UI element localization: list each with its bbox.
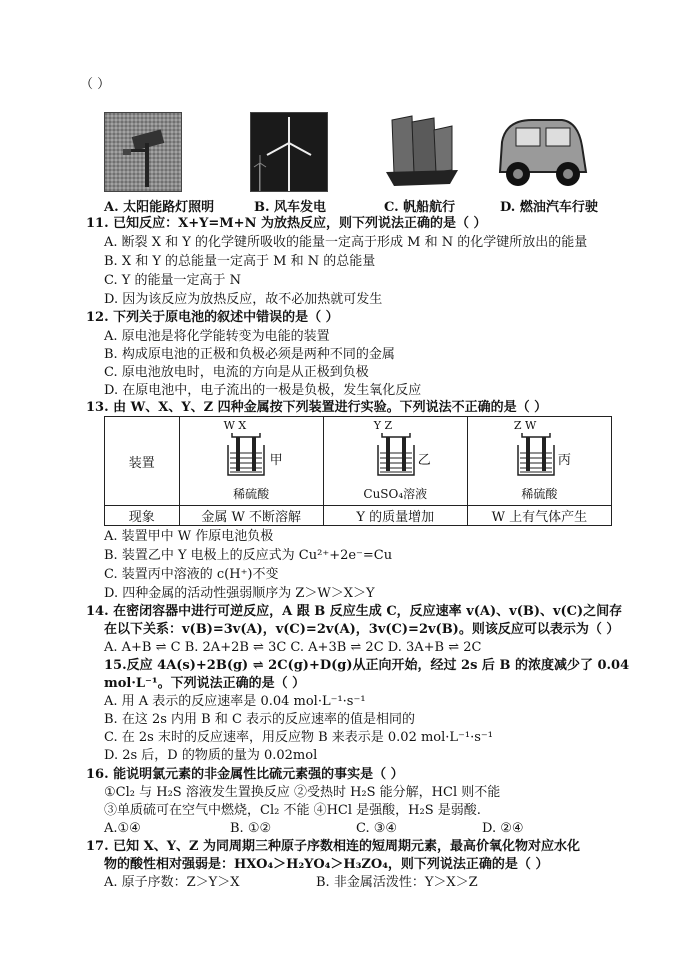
- q15-option-a: A. 用 A 表示的反应速率是 0.04 mol·L⁻¹·s⁻¹: [104, 694, 366, 709]
- q14-stem-line2: 在以下关系：v(B)=3v(A)，v(C)=2v(A)，3v(C)=2v(B)。则该反应可以表示为（ ）: [104, 622, 620, 637]
- phenomenon-bing: W 上有气体产生: [467, 506, 611, 526]
- device-yi-electrodes: Y Z: [373, 419, 393, 432]
- q15-stem-line2: mol·L⁻¹。下列说法正确的是（ ）: [104, 676, 306, 691]
- option-a-caption: A. 太阳能路灯照明: [104, 200, 215, 215]
- device-jia-electrodes: W X: [223, 419, 247, 432]
- car-image: [492, 112, 592, 190]
- q14-stem-line1: 14. 在密闭容器中进行可逆反应，A 跟 B 反应生成 C，反应速率 v(A)、v(B)、v(C)之间存: [86, 604, 623, 619]
- q15-option-b: B. 在这 2s 内用 B 和 C 表示的反应速率的值是相同的: [104, 712, 416, 727]
- beaker-jia-icon: [226, 431, 266, 477]
- device-jia: [179, 417, 323, 506]
- q13-stem: 13. 由 W、X、Y、Z 四种金属按下列装置进行实验。下列说法不正确的是（ ）: [86, 400, 548, 415]
- q15-option-d: D. 2s 后，D 的物质的量为 0.02mol: [104, 748, 318, 763]
- q16-stem: 16. 能说明氯元素的非金属性比硫元素强的事实是（ ）: [86, 767, 404, 782]
- phenomenon-header: 现象: [105, 506, 180, 526]
- q17-stem-line1: 17. 已知 X、Y、Z 为同周期三种原子序数相连的短周期元素，最高价氧化物对应水化: [86, 839, 581, 854]
- q11-option-c: C. Y 的能量一定高于 N: [104, 273, 241, 288]
- device-jia-solution: 稀硫酸: [233, 487, 270, 501]
- q13-option-c: C. 装置丙中溶液的 c(H⁺)不变: [104, 567, 279, 582]
- q16-items-line1: ①Cl₂ 与 H₂S 溶液发生置换反应 ②受热时 H₂S 能分解，HCl 则不能: [104, 785, 501, 800]
- device-bing-solution: 稀硫酸: [521, 487, 558, 501]
- q12-option-c: C. 原电池放电时，电流的方向是从正极到负极: [104, 365, 369, 380]
- option-b-caption: B. 风车发电: [254, 200, 327, 215]
- q14-options: A. A+B ⇌ C B. 2A+2B ⇌ 3C C. A+3B ⇌ 2C D. 3A+B ⇌ 2C: [104, 640, 482, 655]
- q17-stem-line2: 物的酸性相对强弱是：HXO₄＞H₂YO₄＞H₃ZO₄，则下列说法正确的是（ ）: [104, 857, 549, 872]
- solar-streetlight-image: [104, 112, 182, 192]
- device-bing-tag: 丙: [557, 453, 571, 468]
- windmill-image: [250, 112, 328, 192]
- q10-paren: （ ）: [80, 77, 111, 92]
- option-d-caption: D. 燃油汽车行驶: [500, 200, 598, 215]
- beaker-bing-icon: [516, 431, 556, 477]
- q16-option-d: D. ②④: [482, 821, 524, 836]
- device-jia-tag: 甲: [269, 453, 283, 468]
- q17-option-a: A. 原子序数：Z＞Y＞X: [104, 875, 240, 890]
- q15-option-c: C. 在 2s 末时的反应速率，用反应物 B 来表示是 0.02 mol·L⁻¹·s⁻¹: [104, 730, 494, 745]
- q12-stem: 12. 下列关于原电池的叙述中错误的是（ ）: [86, 310, 339, 325]
- q11-option-a: A. 断裂 X 和 Y 的化学键所吸收的能量一定高于形成 M 和 N 的化学键所放出的能量: [104, 235, 588, 250]
- q13-option-b: B. 装置乙中 Y 电极上的反应式为 Cu²⁺+2e⁻=Cu: [104, 548, 393, 563]
- q13-option-d: D. 四种金属的活动性强弱顺序为 Z＞W＞X＞Y: [104, 586, 375, 601]
- q13-option-a: A. 装置甲中 W 作原电池负极: [104, 529, 274, 544]
- experiment-table: [104, 416, 612, 526]
- option-c-caption: C. 帆船航行: [384, 200, 456, 215]
- q16-option-b: B. ①②: [230, 821, 272, 836]
- device-yi-tag: 乙: [417, 453, 431, 468]
- q12-option-d: D. 在原电池中，电子流出的一极是负极，发生氧化反应: [104, 383, 422, 398]
- device-yi-solution: CuSO₄溶液: [363, 487, 428, 501]
- sailboat-image: [382, 112, 462, 190]
- phenomenon-jia: 金属 W 不断溶解: [179, 506, 323, 526]
- device-header: 装置: [105, 417, 180, 506]
- q15-stem-line1: 15.反应 4A(s)+2B(g) ⇌ 2C(g)+D(g)从正向开始，经过 2s 后 B 的浓度减少了 0.04: [104, 658, 630, 673]
- phenomenon-yi: Y 的质量增加: [323, 506, 467, 526]
- q17-option-b: B. 非金属活泼性：Y＞X＞Z: [316, 875, 478, 890]
- q16-items-line2: ③单质硫可在空气中燃烧，Cl₂ 不能 ④HCl 是强酸，H₂S 是弱酸.: [104, 803, 481, 818]
- beaker-yi-icon: [376, 431, 416, 477]
- q11-stem: 11. 已知反应：X+Y=M+N 为放热反应，则下列说法正确的是（ ）: [86, 216, 487, 231]
- q16-option-a: A.①④: [104, 821, 141, 836]
- device-yi: [323, 417, 467, 506]
- device-bing: [467, 417, 611, 506]
- q11-option-b: B. X 和 Y 的总能量一定高于 M 和 N 的总能量: [104, 254, 376, 269]
- device-bing-electrodes: Z W: [513, 419, 537, 432]
- q12-option-b: B. 构成原电池的正极和负极必须是两种不同的金属: [104, 347, 395, 362]
- q11-option-d: D. 因为该反应为放热反应，故不必加热就可发生: [104, 292, 383, 307]
- q12-option-a: A. 原电池是将化学能转变为电能的装置: [104, 329, 330, 344]
- q16-option-c: C. ③④: [356, 821, 398, 836]
